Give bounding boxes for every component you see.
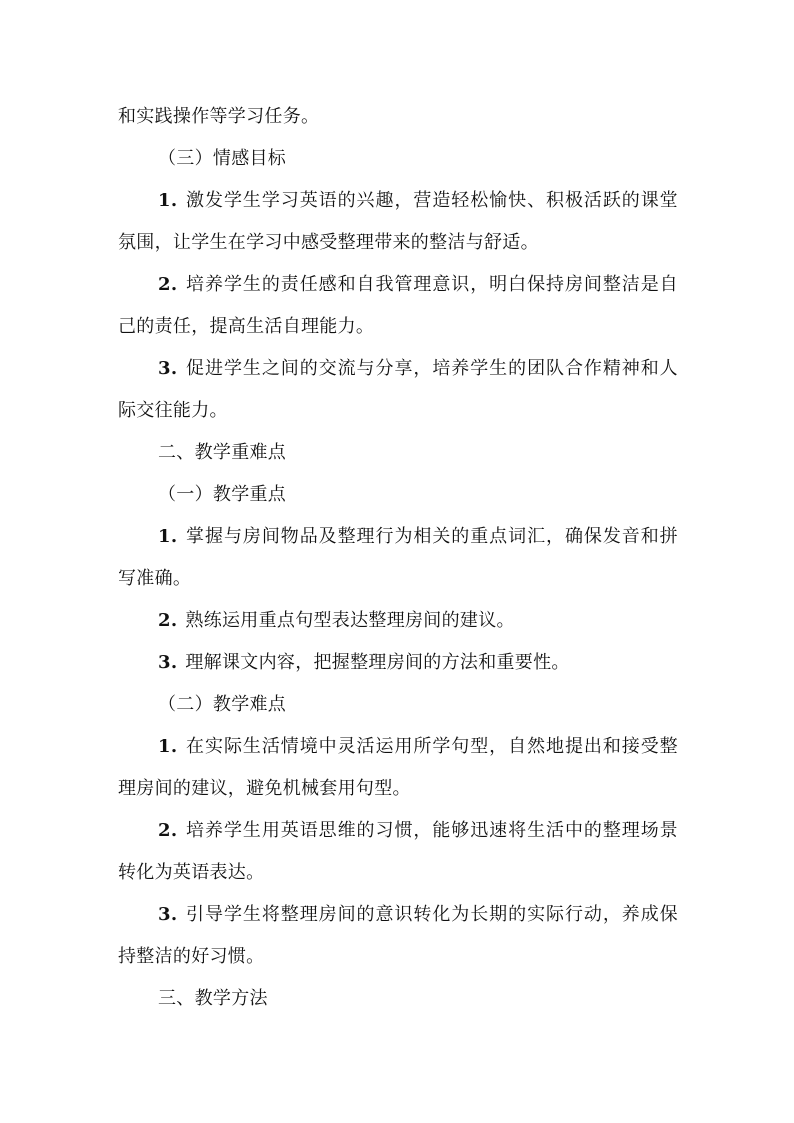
item-number: 1. bbox=[158, 736, 178, 757]
text: 引导学生将整理房间的意识转化为长期的实际行动，养成保 bbox=[185, 904, 678, 925]
list-item-3-line-1 bbox=[158, 348, 678, 390]
list-item-3-line-2 bbox=[118, 936, 678, 978]
text: 二、教学重难点 bbox=[158, 442, 287, 463]
text: 己的责任，提高生活自理能力。 bbox=[118, 316, 375, 337]
list-item-3-line-1 bbox=[158, 894, 678, 936]
list-item-2 bbox=[158, 600, 678, 642]
text: 持整洁的好习惯。 bbox=[118, 946, 265, 967]
text: （一）教学重点 bbox=[158, 484, 287, 505]
text: 培养学生的责任感和自我管理意识，明白保持房间整洁是自 bbox=[185, 274, 678, 295]
text: 掌握与房间物品及整理行为相关的重点词汇，确保发音和拼 bbox=[185, 526, 678, 547]
text: 激发学生学习英语的兴趣，营造轻松愉快、积极活跃的课堂 bbox=[185, 190, 678, 211]
item-number: 2. bbox=[158, 820, 178, 841]
text: 写准确。 bbox=[118, 568, 192, 589]
list-item-1-line-1 bbox=[158, 516, 678, 558]
item-number: 2. bbox=[158, 274, 178, 295]
item-number: 3. bbox=[158, 652, 178, 673]
text: （二）教学难点 bbox=[158, 694, 287, 715]
text: 熟练运用重点句型表达整理房间的建议。 bbox=[185, 610, 515, 631]
text: 转化为英语表达。 bbox=[118, 862, 265, 883]
item-number: 1. bbox=[158, 190, 178, 211]
list-item-1-line-2 bbox=[118, 768, 678, 810]
text: 促进学生之间的交流与分享，培养学生的团队合作精神和人 bbox=[185, 358, 678, 379]
section-heading-teaching-methods bbox=[158, 978, 718, 1020]
text: 理房间的建议，避免机械套用句型。 bbox=[118, 778, 411, 799]
list-item-2-line-1 bbox=[158, 264, 678, 306]
list-item-2-line-2 bbox=[118, 306, 678, 348]
list-item-1-line-2 bbox=[118, 222, 678, 264]
text: 在实际生活情境中灵活运用所学句型，自然地提出和接受整 bbox=[185, 736, 678, 757]
text: 培养学生用英语思维的习惯，能够迅速将生活中的整理场景 bbox=[185, 820, 678, 841]
text: 际交往能力。 bbox=[118, 400, 228, 421]
item-number: 1. bbox=[158, 526, 178, 547]
list-item-1-line-1 bbox=[158, 180, 678, 222]
list-item-3 bbox=[158, 642, 678, 684]
list-item-1-line-2 bbox=[118, 558, 678, 600]
text: 氛围，让学生在学习中感受整理带来的整洁与舒适。 bbox=[118, 232, 539, 253]
section-heading-key-points bbox=[158, 474, 718, 516]
list-item-3-line-2 bbox=[118, 390, 678, 432]
text: 理解课文内容，把握整理房间的方法和重要性。 bbox=[185, 652, 570, 673]
item-number: 2. bbox=[158, 610, 178, 631]
text: 和实践操作等学习任务。 bbox=[118, 106, 320, 127]
list-item-2-line-1 bbox=[158, 810, 678, 852]
section-heading-difficult-points bbox=[158, 684, 718, 726]
section-heading-key-difficult-points bbox=[158, 432, 718, 474]
item-number: 3. bbox=[158, 358, 178, 379]
list-item-2-line-2 bbox=[118, 852, 678, 894]
paragraph-line bbox=[118, 96, 678, 138]
text: （三）情感目标 bbox=[158, 148, 287, 169]
text: 三、教学方法 bbox=[158, 988, 268, 1009]
list-item-1-line-1 bbox=[158, 726, 678, 768]
item-number: 3. bbox=[158, 904, 178, 925]
section-heading-affective-goals bbox=[158, 138, 718, 180]
